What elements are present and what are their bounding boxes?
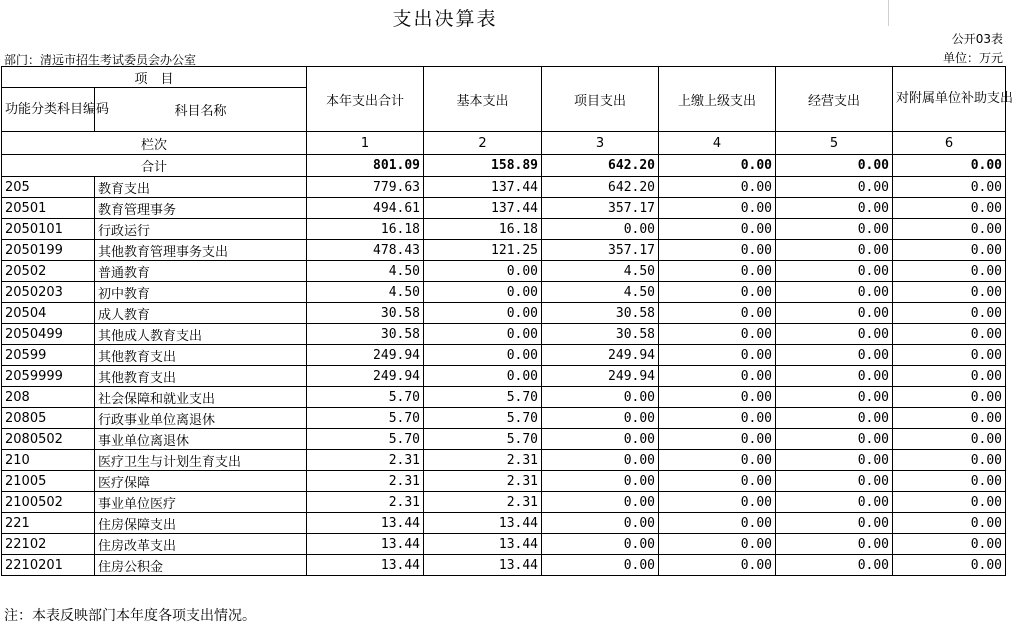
amount-cell: 30.58 xyxy=(307,324,424,345)
func-code-cell: 2100502 xyxy=(2,492,95,513)
table-row xyxy=(2,345,1006,366)
total-value: 158.89 xyxy=(424,155,542,177)
amount-cell: 494.61 xyxy=(307,198,424,219)
amount-cell: 0.00 xyxy=(893,450,1006,471)
amount-cell: 5.70 xyxy=(307,387,424,408)
func-code-cell: 20599 xyxy=(2,345,95,366)
amount-cell: 0.00 xyxy=(893,219,1006,240)
amount-cell: 0.00 xyxy=(424,345,542,366)
amount-cell: 0.00 xyxy=(776,177,893,198)
func-code-cell: 20805 xyxy=(2,408,95,429)
amount-cell: 0.00 xyxy=(893,282,1006,303)
amount-cell: 0.00 xyxy=(659,282,776,303)
amount-cell: 478.43 xyxy=(307,240,424,261)
col-header-subsidiary-subsidy: 对附属单位补助支出 xyxy=(893,67,1006,132)
amount-cell: 13.44 xyxy=(307,555,424,576)
table-row xyxy=(2,555,1006,576)
amount-cell: 0.00 xyxy=(542,450,659,471)
amount-cell: 0.00 xyxy=(776,282,893,303)
amount-cell: 0.00 xyxy=(424,324,542,345)
amount-cell: 0.00 xyxy=(542,219,659,240)
amount-cell: 0.00 xyxy=(893,177,1006,198)
amount-cell: 4.50 xyxy=(307,282,424,303)
total-value: 642.20 xyxy=(542,155,659,177)
subject-name-cell: 行政运行 xyxy=(95,219,307,240)
amount-cell: 137.44 xyxy=(424,177,542,198)
amount-cell: 0.00 xyxy=(893,555,1006,576)
table-row xyxy=(2,219,1006,240)
amount-cell: 0.00 xyxy=(893,366,1006,387)
func-code-cell: 2050499 xyxy=(2,324,95,345)
func-code-cell: 2059999 xyxy=(2,366,95,387)
total-value: 0.00 xyxy=(893,155,1006,177)
amount-cell: 13.44 xyxy=(307,534,424,555)
amount-cell: 0.00 xyxy=(893,471,1006,492)
amount-cell: 0.00 xyxy=(542,513,659,534)
amount-cell: 0.00 xyxy=(659,345,776,366)
row-index-label: 栏次 xyxy=(2,132,307,155)
amount-cell: 16.18 xyxy=(424,219,542,240)
amount-cell: 0.00 xyxy=(893,198,1006,219)
amount-cell: 0.00 xyxy=(893,492,1006,513)
amount-cell: 0.00 xyxy=(776,219,893,240)
func-code-cell: 20504 xyxy=(2,303,95,324)
amount-cell: 0.00 xyxy=(659,492,776,513)
amount-cell: 13.44 xyxy=(307,513,424,534)
amount-cell: 0.00 xyxy=(424,366,542,387)
amount-cell: 121.25 xyxy=(424,240,542,261)
table-row xyxy=(2,387,1006,408)
col-index: 4 xyxy=(659,132,776,155)
amount-cell: 30.58 xyxy=(307,303,424,324)
table-row xyxy=(2,513,1006,534)
subject-name-cell: 住房保障支出 xyxy=(95,513,307,534)
amount-cell: 0.00 xyxy=(893,513,1006,534)
amount-cell: 0.00 xyxy=(542,387,659,408)
total-label: 合计 xyxy=(2,155,307,177)
amount-cell: 0.00 xyxy=(893,324,1006,345)
col-header-basic: 基本支出 xyxy=(424,67,542,132)
amount-cell: 2.31 xyxy=(307,492,424,513)
subject-name-cell: 普通教育 xyxy=(95,261,307,282)
table-row xyxy=(2,366,1006,387)
col-index: 1 xyxy=(307,132,424,155)
amount-cell: 0.00 xyxy=(424,282,542,303)
table-row xyxy=(2,471,1006,492)
table-row xyxy=(2,261,1006,282)
amount-cell: 16.18 xyxy=(307,219,424,240)
amount-cell: 0.00 xyxy=(659,324,776,345)
total-value: 801.09 xyxy=(307,155,424,177)
amount-cell: 0.00 xyxy=(659,177,776,198)
subject-name-cell: 事业单位医疗 xyxy=(95,492,307,513)
amount-cell: 0.00 xyxy=(542,534,659,555)
amount-cell: 0.00 xyxy=(424,303,542,324)
table-row xyxy=(2,492,1006,513)
func-code-header: 功能分类科目编码 xyxy=(2,88,95,132)
func-code-cell: 2050101 xyxy=(2,219,95,240)
table-row xyxy=(2,177,1006,198)
col-index: 3 xyxy=(542,132,659,155)
amount-cell: 5.70 xyxy=(307,429,424,450)
amount-cell: 357.17 xyxy=(542,198,659,219)
func-code-cell: 2210201 xyxy=(2,555,95,576)
func-code-cell: 21005 xyxy=(2,471,95,492)
amount-cell: 137.44 xyxy=(424,198,542,219)
amount-cell: 0.00 xyxy=(542,492,659,513)
subject-name-cell: 其他成人教育支出 xyxy=(95,324,307,345)
func-code-cell: 20502 xyxy=(2,261,95,282)
amount-cell: 0.00 xyxy=(776,429,893,450)
amount-cell: 4.50 xyxy=(542,282,659,303)
amount-cell: 0.00 xyxy=(893,345,1006,366)
amount-cell: 30.58 xyxy=(542,303,659,324)
amount-cell: 13.44 xyxy=(424,555,542,576)
unit-label: 单位：万元 xyxy=(942,51,1003,65)
amount-cell: 0.00 xyxy=(659,450,776,471)
table-row xyxy=(2,240,1006,261)
col-header-project: 项目支出 xyxy=(542,67,659,132)
func-code-cell: 20501 xyxy=(2,198,95,219)
amount-cell: 0.00 xyxy=(893,240,1006,261)
amount-cell: 0.00 xyxy=(893,303,1006,324)
amount-cell: 779.63 xyxy=(307,177,424,198)
subject-name-cell: 住房公积金 xyxy=(95,555,307,576)
amount-cell: 5.70 xyxy=(424,408,542,429)
subject-name-cell: 医疗保障 xyxy=(95,471,307,492)
amount-cell: 5.70 xyxy=(307,408,424,429)
amount-cell: 0.00 xyxy=(776,471,893,492)
amount-cell: 0.00 xyxy=(659,408,776,429)
amount-cell: 2.31 xyxy=(307,450,424,471)
amount-cell: 249.94 xyxy=(542,345,659,366)
amount-cell: 0.00 xyxy=(542,471,659,492)
amount-cell: 0.00 xyxy=(659,219,776,240)
amount-cell: 0.00 xyxy=(776,534,893,555)
amount-cell: 0.00 xyxy=(776,366,893,387)
amount-cell: 2.31 xyxy=(424,492,542,513)
subject-name-cell: 成人教育 xyxy=(95,303,307,324)
subject-name-cell: 其他教育支出 xyxy=(95,345,307,366)
table-row xyxy=(2,450,1006,471)
func-code-cell: 2050203 xyxy=(2,282,95,303)
amount-cell: 0.00 xyxy=(542,408,659,429)
subject-name-header: 科目名称 xyxy=(95,88,307,132)
table-row xyxy=(2,408,1006,429)
subject-name-cell: 社会保障和就业支出 xyxy=(95,387,307,408)
amount-cell: 0.00 xyxy=(659,429,776,450)
amount-cell: 30.58 xyxy=(542,324,659,345)
amount-cell: 5.70 xyxy=(424,387,542,408)
amount-cell: 0.00 xyxy=(776,555,893,576)
amount-cell: 249.94 xyxy=(307,366,424,387)
func-code-cell: 2050199 xyxy=(2,240,95,261)
subject-name-cell: 教育支出 xyxy=(95,177,307,198)
form-number: 公开03表 xyxy=(951,32,1003,46)
amount-cell: 5.70 xyxy=(424,429,542,450)
amount-cell: 0.00 xyxy=(776,198,893,219)
func-code-cell: 2080502 xyxy=(2,429,95,450)
subject-name-cell: 医疗卫生与计划生育支出 xyxy=(95,450,307,471)
table-row xyxy=(2,198,1006,219)
amount-cell: 0.00 xyxy=(893,408,1006,429)
footnote: 注：本表反映部门本年度各项支出情况。 xyxy=(4,608,256,624)
amount-cell: 0.00 xyxy=(659,198,776,219)
project-header: 项 目 xyxy=(2,67,307,88)
col-header-operating: 经营支出 xyxy=(776,67,893,132)
amount-cell: 0.00 xyxy=(776,408,893,429)
amount-cell: 4.50 xyxy=(307,261,424,282)
amount-cell: 0.00 xyxy=(893,429,1006,450)
subject-name-cell: 行政事业单位离退休 xyxy=(95,408,307,429)
amount-cell: 13.44 xyxy=(424,534,542,555)
amount-cell: 2.31 xyxy=(307,471,424,492)
amount-cell: 0.00 xyxy=(776,240,893,261)
amount-cell: 249.94 xyxy=(307,345,424,366)
table-row xyxy=(2,282,1006,303)
subject-name-cell: 教育管理事务 xyxy=(95,198,307,219)
subject-name-cell: 事业单位离退休 xyxy=(95,429,307,450)
amount-cell: 0.00 xyxy=(776,324,893,345)
table-row xyxy=(2,324,1006,345)
table-row xyxy=(2,534,1006,555)
amount-cell: 0.00 xyxy=(776,345,893,366)
amount-cell: 249.94 xyxy=(542,366,659,387)
func-code-cell: 210 xyxy=(2,450,95,471)
amount-cell: 0.00 xyxy=(893,387,1006,408)
amount-cell: 13.44 xyxy=(424,513,542,534)
func-code-cell: 208 xyxy=(2,387,95,408)
amount-cell: 0.00 xyxy=(776,261,893,282)
amount-cell: 0.00 xyxy=(659,513,776,534)
amount-cell: 0.00 xyxy=(659,261,776,282)
page-title: 支出决算表 xyxy=(392,8,498,30)
amount-cell: 0.00 xyxy=(776,492,893,513)
amount-cell: 0.00 xyxy=(424,261,542,282)
amount-cell: 0.00 xyxy=(893,534,1006,555)
amount-cell: 4.50 xyxy=(542,261,659,282)
col-index: 5 xyxy=(776,132,893,155)
amount-cell: 0.00 xyxy=(659,555,776,576)
func-code-cell: 22102 xyxy=(2,534,95,555)
amount-cell: 2.31 xyxy=(424,450,542,471)
subject-name-cell: 其他教育支出 xyxy=(95,366,307,387)
table-row xyxy=(2,303,1006,324)
subject-name-cell: 其他教育管理事务支出 xyxy=(95,240,307,261)
total-row xyxy=(2,155,1006,177)
amount-cell: 0.00 xyxy=(776,387,893,408)
amount-cell: 0.00 xyxy=(776,303,893,324)
col-header-remit-superior: 上缴上级支出 xyxy=(659,67,776,132)
amount-cell: 0.00 xyxy=(659,240,776,261)
amount-cell: 0.00 xyxy=(659,471,776,492)
col-index: 2 xyxy=(424,132,542,155)
col-header-total: 本年支出合计 xyxy=(307,67,424,132)
amount-cell: 0.00 xyxy=(659,534,776,555)
amount-cell: 0.00 xyxy=(776,450,893,471)
subject-name-cell: 初中教育 xyxy=(95,282,307,303)
amount-cell: 0.00 xyxy=(659,387,776,408)
amount-cell: 0.00 xyxy=(659,303,776,324)
col-index: 6 xyxy=(893,132,1006,155)
subject-name-cell: 住房改革支出 xyxy=(95,534,307,555)
amount-cell: 357.17 xyxy=(542,240,659,261)
amount-cell: 2.31 xyxy=(424,471,542,492)
amount-cell: 0.00 xyxy=(776,513,893,534)
amount-cell: 0.00 xyxy=(542,555,659,576)
total-value: 0.00 xyxy=(659,155,776,177)
amount-cell: 0.00 xyxy=(659,366,776,387)
department-label: 部门：清远市招生考试委员会办公室 xyxy=(4,53,197,67)
table-row xyxy=(2,429,1006,450)
func-code-cell: 221 xyxy=(2,513,95,534)
amount-cell: 642.20 xyxy=(542,177,659,198)
expenditure-table xyxy=(1,66,1013,576)
func-code-cell: 205 xyxy=(2,177,95,198)
amount-cell: 0.00 xyxy=(542,429,659,450)
amount-cell: 0.00 xyxy=(893,261,1006,282)
total-value: 0.00 xyxy=(776,155,893,177)
